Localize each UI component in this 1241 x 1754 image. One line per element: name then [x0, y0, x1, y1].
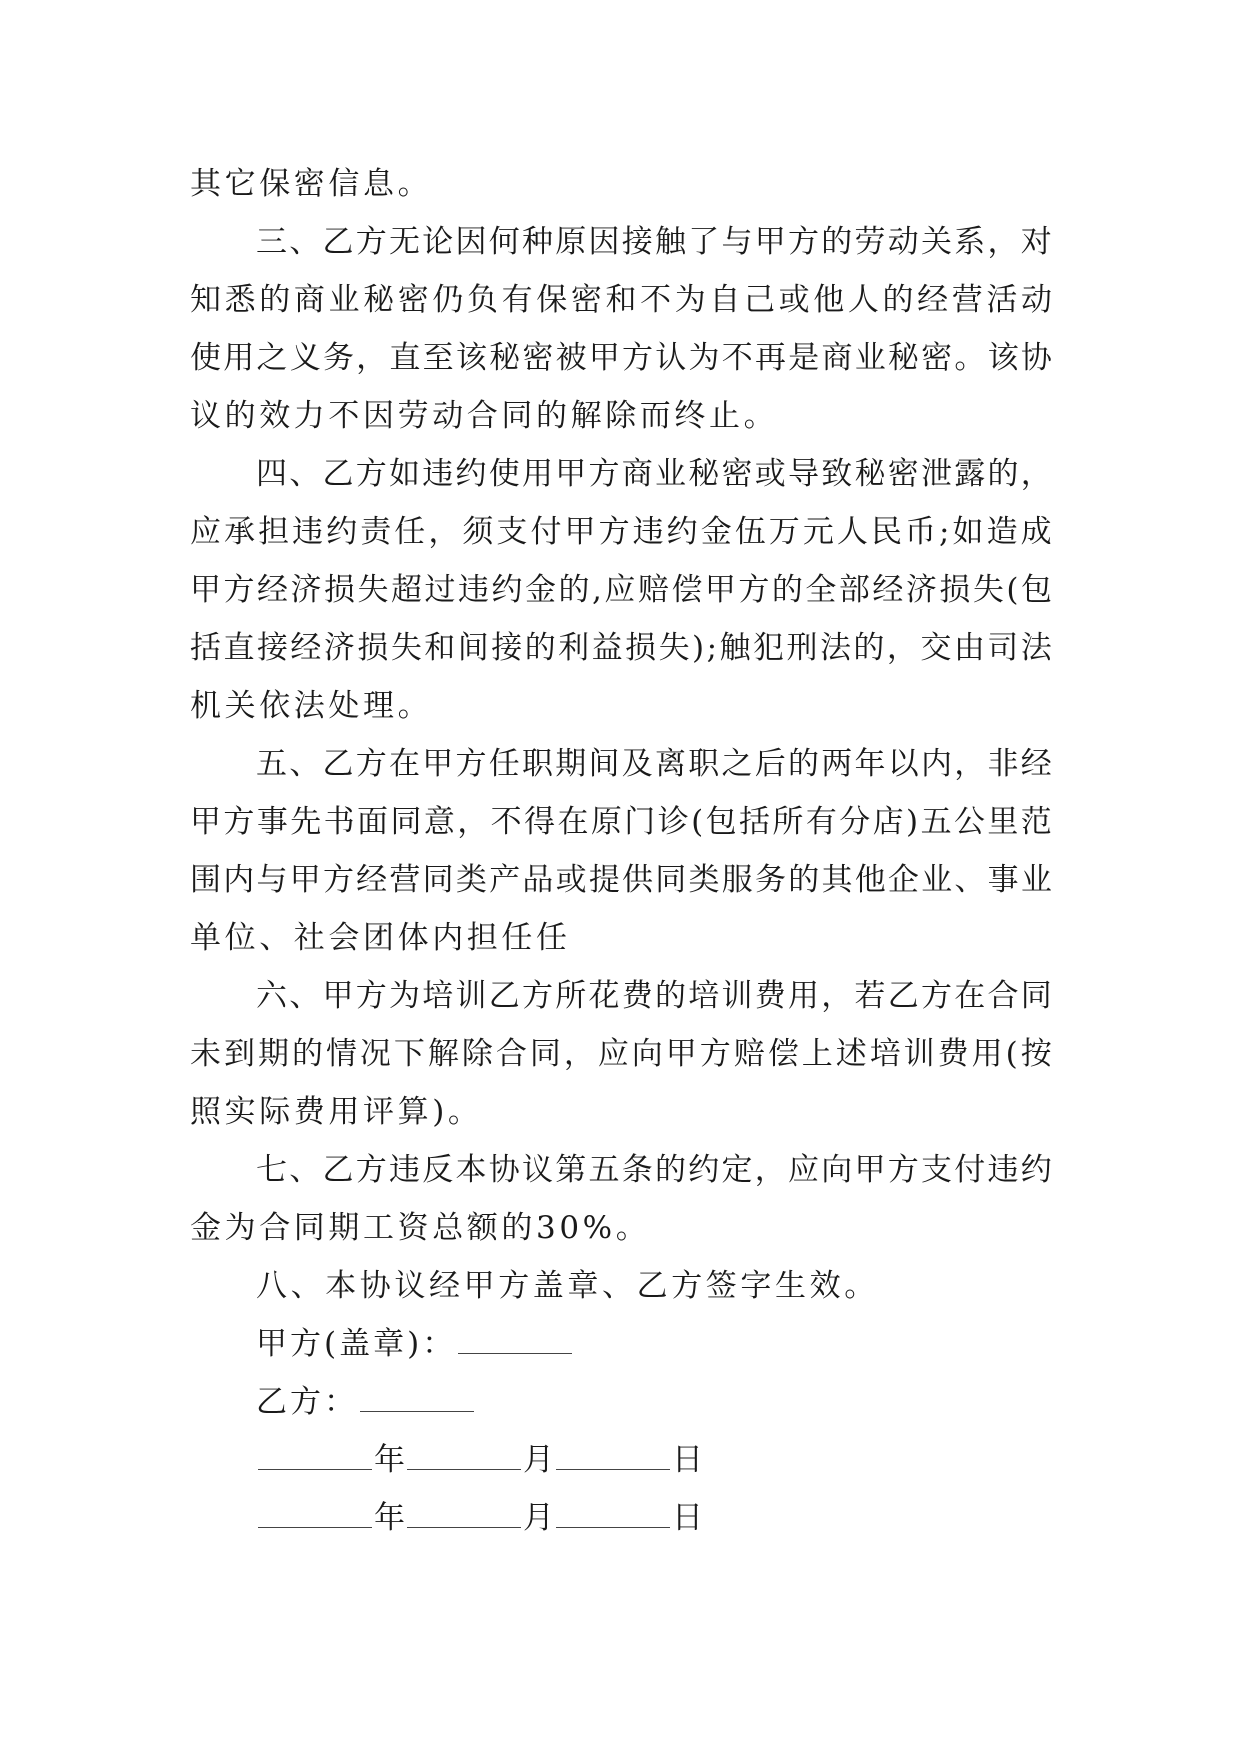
text-line: 八、本协议经甲方盖章、乙方签字生效。: [256, 1268, 879, 1304]
text-line: 使 用 之 义 务 ， 直 至 该 秘 密 被 甲 方 认 为 不 再 是 商 业 秘 密 。 该 协: [190, 340, 1052, 376]
party-b-label: 乙方：: [256, 1384, 358, 1420]
text-line: 四 、 乙 方 如 违 约 使 用 甲 方 商 业 秘 密 或 导 致 秘 密 泄 露 的 ，: [256, 456, 1052, 492]
text-line: 甲 方 经 济 损 失 超 过 违 约 金 的 , 应 赔 偿 甲 方 的 全 部 经 济 损 失 ( 包: [190, 572, 1052, 608]
text-line: 三 、 乙 方 无 论 因 何 种 原 因 接 触 了 与 甲 方 的 劳 动 关 系 ， 对: [256, 224, 1052, 260]
month-label: 月: [523, 1442, 554, 1478]
year-blank: [258, 1497, 372, 1528]
text-line: 甲 方 事 先 书 面 同 意 ， 不 得 在 原 门 诊 ( 包 括 所 有 分 店 ) 五 公 里 范: [190, 804, 1052, 840]
document-page: [190, 155, 1052, 1547]
text-line: 七 、 乙 方 违 反 本 协 议 第 五 条 的 约 定 ， 应 向 甲 方 支 付 违 约: [256, 1152, 1052, 1188]
day-label: 日: [672, 1500, 703, 1536]
party-b-blank: [360, 1381, 474, 1412]
text-line: 机关依法处理。: [190, 688, 433, 724]
date-line-a: [190, 1431, 1052, 1489]
day-blank: [556, 1439, 670, 1470]
text-line: 其它保密信息。: [190, 166, 433, 202]
party-a-label: 甲方(盖章)：: [256, 1326, 457, 1362]
year-label: 年: [374, 1500, 405, 1536]
year-label: 年: [374, 1442, 405, 1478]
text-line: 金为合同期工资总额的30%。: [190, 1210, 651, 1246]
month-blank: [407, 1439, 521, 1470]
text-line: 五 、 乙 方 在 甲 方 任 职 期 间 及 离 职 之 后 的 两 年 以 内 ， 非 经: [256, 746, 1052, 782]
year-blank: [258, 1439, 372, 1470]
party-b-signature-line: [190, 1373, 1052, 1431]
day-label: 日: [672, 1442, 703, 1478]
text-line: 应 承 担 违 约 责 任 ， 须 支 付 甲 方 违 约 金 伍 万 元 人 民 币 ; 如 造 成: [190, 514, 1052, 550]
text-line: 六 、 甲 方 为 培 训 乙 方 所 花 费 的 培 训 费 用 ， 若 乙 方 在 合 同: [256, 978, 1052, 1014]
text-line: 议的效力不因劳动合同的解除而终止。: [190, 398, 779, 434]
date-line-b: [190, 1489, 1052, 1547]
party-a-blank: [458, 1323, 572, 1354]
month-blank: [407, 1497, 521, 1528]
text-line: 围 内 与 甲 方 经 营 同 类 产 品 或 提 供 同 类 服 务 的 其 他 企 业 、 事 业: [190, 862, 1052, 898]
text-line: 未 到 期 的 情 况 下 解 除 合 同 ， 应 向 甲 方 赔 偿 上 述 培 训 费 用 ( 按: [190, 1036, 1052, 1072]
text-line: 括 直 接 经 济 损 失 和 间 接 的 利 益 损 失 ) ; 触 犯 刑 法 的 ， 交 由 司 法: [190, 630, 1052, 666]
day-blank: [556, 1497, 670, 1528]
party-a-signature-line: [190, 1315, 1052, 1373]
text-line: 知 悉 的 商 业 秘 密 仍 负 有 保 密 和 不 为 自 己 或 他 人 的 经 营 活 动: [190, 282, 1052, 318]
month-label: 月: [523, 1500, 554, 1536]
text-line: 照实际费用评算)。: [190, 1094, 483, 1130]
text-line: 单位、社会团体内担任任: [190, 920, 571, 956]
document-body: [190, 155, 1052, 1315]
